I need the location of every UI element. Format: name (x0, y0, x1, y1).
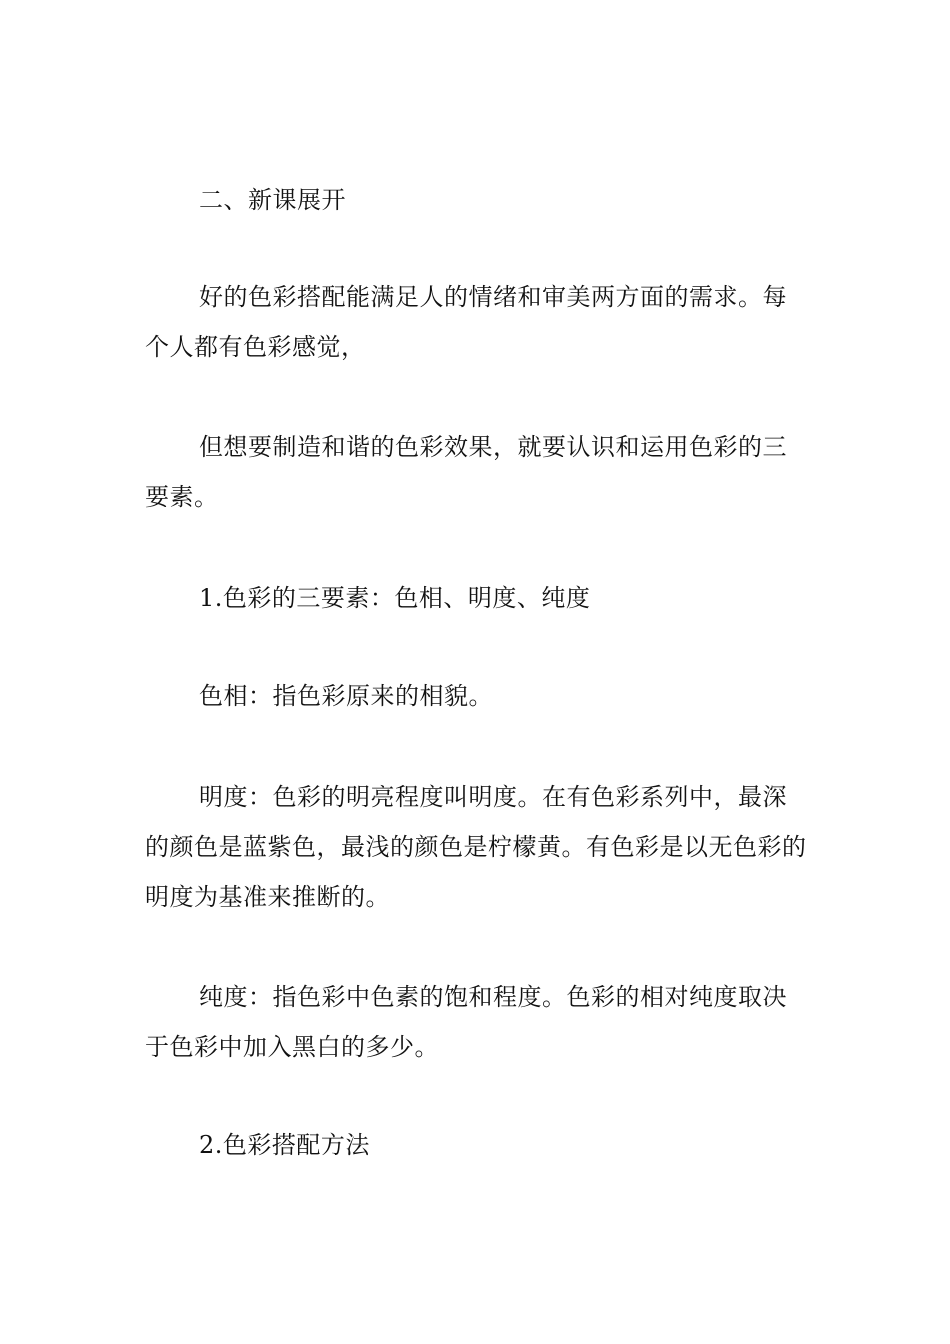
section-heading: 二、新课展开 (199, 186, 346, 214)
subsection-heading: 2.色彩搭配方法 (199, 1131, 370, 1159)
body-paragraph: 纯度：指色彩中色素的饱和程度。色彩的相对纯度取决于色彩中加入黑白的多少。 (145, 983, 787, 1061)
subsection-heading: 1.色彩的三要素：色相、明度、纯度 (199, 584, 591, 612)
body-paragraph: 但想要制造和谐的色彩效果，就要认识和运用色彩的三要素。 (145, 433, 787, 511)
body-paragraph: 好的色彩搭配能满足人的情绪和审美两方面的需求。每个人都有色彩感觉， (145, 283, 787, 361)
body-paragraph: 明度：色彩的明亮程度叫明度。在有色彩系列中，最深的颜色是蓝紫色，最浅的颜色是柠檬黄。有色彩是以无色彩的明度为基准来推断的。 (145, 783, 807, 911)
body-paragraph: 色相：指色彩原来的相貌。 (199, 682, 493, 710)
